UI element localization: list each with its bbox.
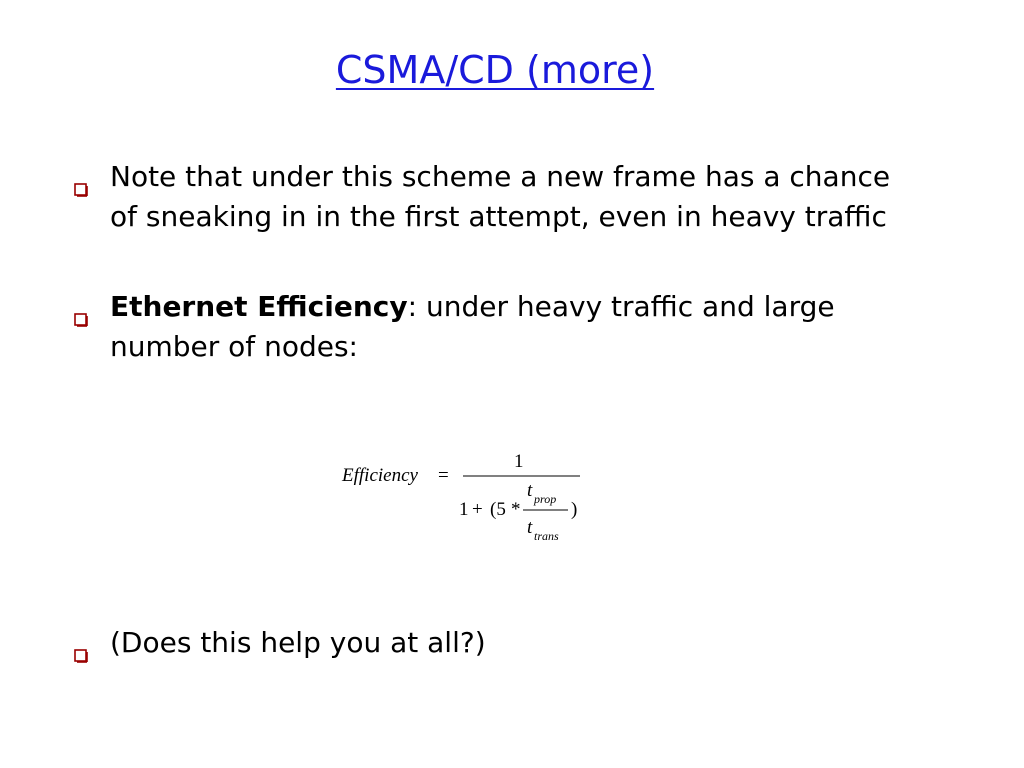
formula-plus: + bbox=[472, 499, 483, 520]
formula-ttrans-base: t bbox=[527, 517, 533, 538]
bullet-text bbox=[110, 287, 914, 367]
slide-title: CSMA/CD (more) bbox=[335, 48, 655, 92]
formula-tprop-base: t bbox=[527, 480, 533, 501]
bullet-item bbox=[74, 623, 914, 663]
formula-equals: = bbox=[438, 465, 449, 486]
formula-numerator: 1 bbox=[514, 451, 524, 472]
bullet-text: (Does this help you at all?) bbox=[110, 626, 486, 659]
formula-close-paren: ) bbox=[571, 499, 578, 520]
bullet-text: Note that under this scheme a new frame has a chance of sneaking in in the first attempt, even in heavy traffic bbox=[110, 160, 891, 233]
bullet-bold-term: Ethernet Efficiency bbox=[110, 290, 408, 323]
bullet-item bbox=[74, 157, 914, 237]
formula-graphic bbox=[338, 447, 598, 547]
bullet-text-rest: : under heavy traffic and large number of nodes: bbox=[110, 290, 835, 363]
bullet-item bbox=[74, 287, 914, 367]
formula-open-paren: (5 bbox=[490, 499, 506, 520]
formula-tprop-sub: prop bbox=[534, 492, 557, 506]
formula-ttrans-sub: trans bbox=[534, 529, 559, 543]
formula-lhs: Efficiency bbox=[342, 465, 418, 486]
hollow-square-bullet-icon bbox=[74, 168, 88, 182]
formula-denominator-one: 1 bbox=[459, 499, 469, 520]
hollow-square-bullet-icon bbox=[74, 298, 88, 312]
hollow-square-bullet-icon bbox=[74, 634, 88, 648]
efficiency-formula bbox=[338, 447, 598, 547]
formula-times: * bbox=[511, 499, 521, 520]
